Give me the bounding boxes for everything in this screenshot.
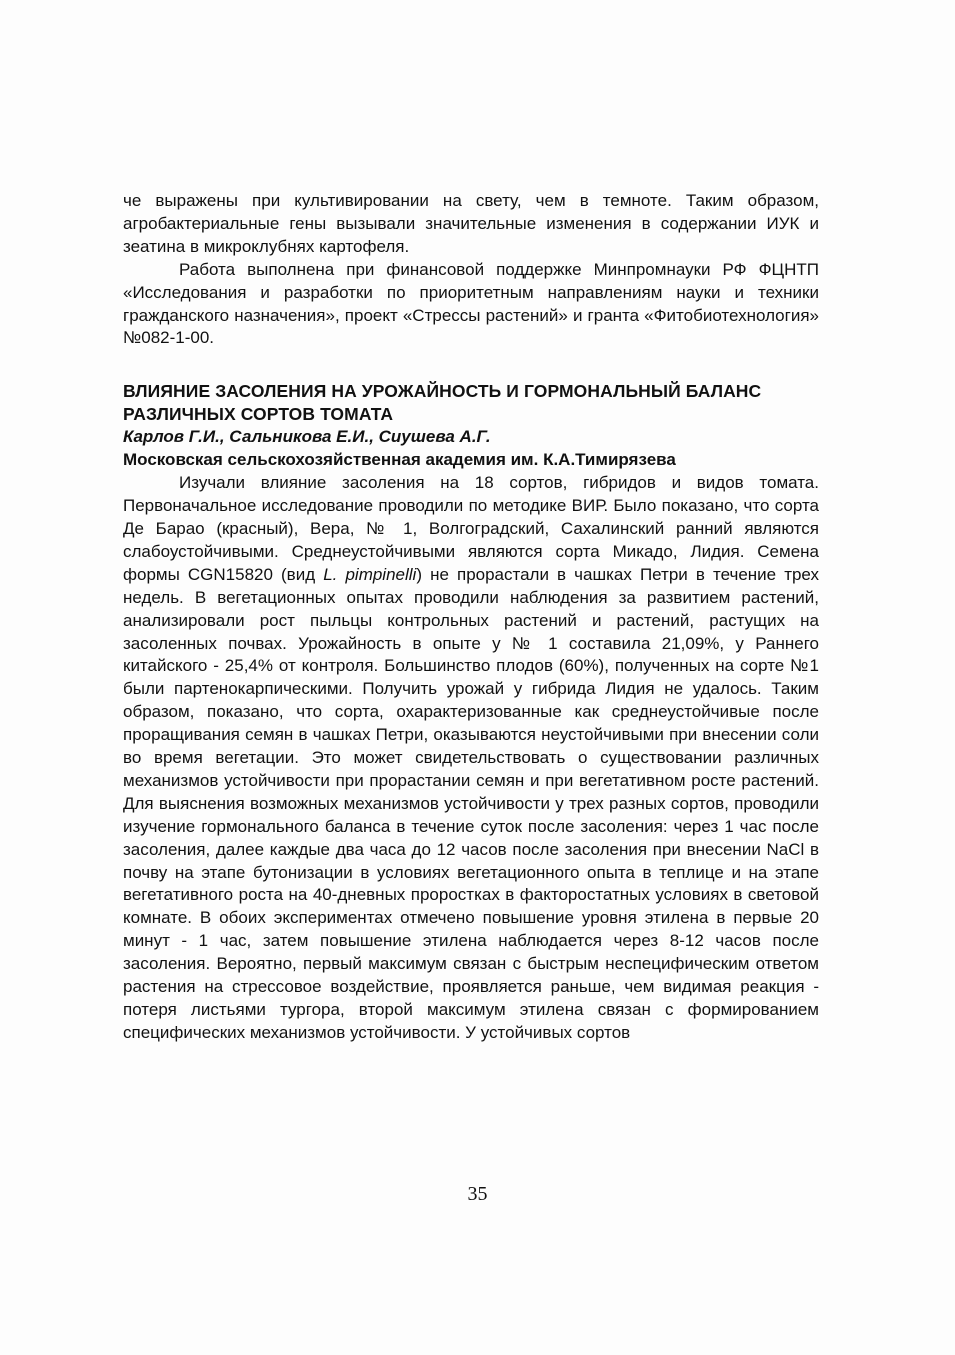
article-affiliation: Московская сельскохозяйственная академия им. К.А.Тимирязева	[123, 450, 676, 470]
species-name: L. pimpinelli	[323, 564, 417, 584]
body-text-part-1: Изучали влияние засоления на 18 сортов, гибридов и видов томата. Первоначальное исследование проводили по методике ВИР. Было показано, что сорта Де Барао (красный), Вера, № 1, Волгоградский, Сахалинский ранний являются слабоустойчивыми. Среднеустойчивыми являются сорта Микадо, Лидия. Семена формы CGN15820 (вид	[123, 473, 819, 584]
section-gap	[123, 350, 819, 380]
acknowledgement-paragraph: Работа выполнена при финансовой поддержке Минпромнауки РФ ФЦНТП «Исследования и разработки по приоритетным направлениям науки и техники гражданского назначения», проект «Стрессы растений» и гранта «Фитобиотехнология» №082-1-00.	[123, 259, 819, 348]
article-body	[123, 472, 819, 1045]
body-text-part-2: ) не прорастали в чашках Петри в течение трех недель. В вегетационных опытах проводили наблюдения за развитием растений, анализировали рост пыльцы контрольных растений и растений, растущих на засоленных почвах. Урожайность в опыте у № 1 составила 21,09%, у Раннего китайского - 25,4% от контроля. Большинство плодов (60%), полученных на сорте №1 были партенокарпическими. Получить урожай у гибрида Лидия не удалось. Таким образом, показано, что сорта, охарактеризованные как среднеустойчивые после проращивания семян в чашках Петри, оказываются неустойчивыми при внесении соли во время вегетации. Это может свидетельствовать о существовании различных механизмов устойчивости при прорастании семян и при вегетативном росте растений. Для выяснения возможных механизмов устойчивости у трех разных сортов, проводили изучение гормонального баланса в течение суток после засоления: через 1 час после засоления, далее каждые два часа до 12 часов после засоления при внесении NaCl в почву на этапе бутонизации в условиях вегетационного опыта в теплице и на этапе вегетативного роста на 40-дневных проростках в факторостатных условиях в световой комнате. В обоих экспериментах отмечено повышение уровня этилена в первые 20 минут - 1 час, затем повышение этилена наблюдается через 8-12 часов после засоления. Вероятно, первый максимум связан с быстрым неспецифическим ответом растения на стрессовое воздействие, проявляется раньше, чем видимая реакция - потеря листьями тургора, второй максимум этилена связан с формированием специфических механизмов устойчивости. У устойчивых сортов	[123, 564, 820, 1042]
intro-paragraph-1: че выражены при культивировании на свету, чем в темноте. Таким образом, агробактериальные гены вызывали значительные изменения в содержании ИУК и зеатина в микроклубнях картофеля.	[123, 191, 819, 256]
page-content	[123, 190, 819, 1045]
article-title: ВЛИЯНИЕ ЗАСОЛЕНИЯ НА УРОЖАЙНОСТЬ И ГОРМОНАЛЬНЫЙ БАЛАНС РАЗЛИЧНЫХ СОРТОВ ТОМАТА	[123, 381, 762, 425]
article-authors: Карлов Г.И., Сальникова Е.И., Сиушева А.Г.	[123, 427, 491, 447]
page-number: 35	[467, 1183, 488, 1205]
